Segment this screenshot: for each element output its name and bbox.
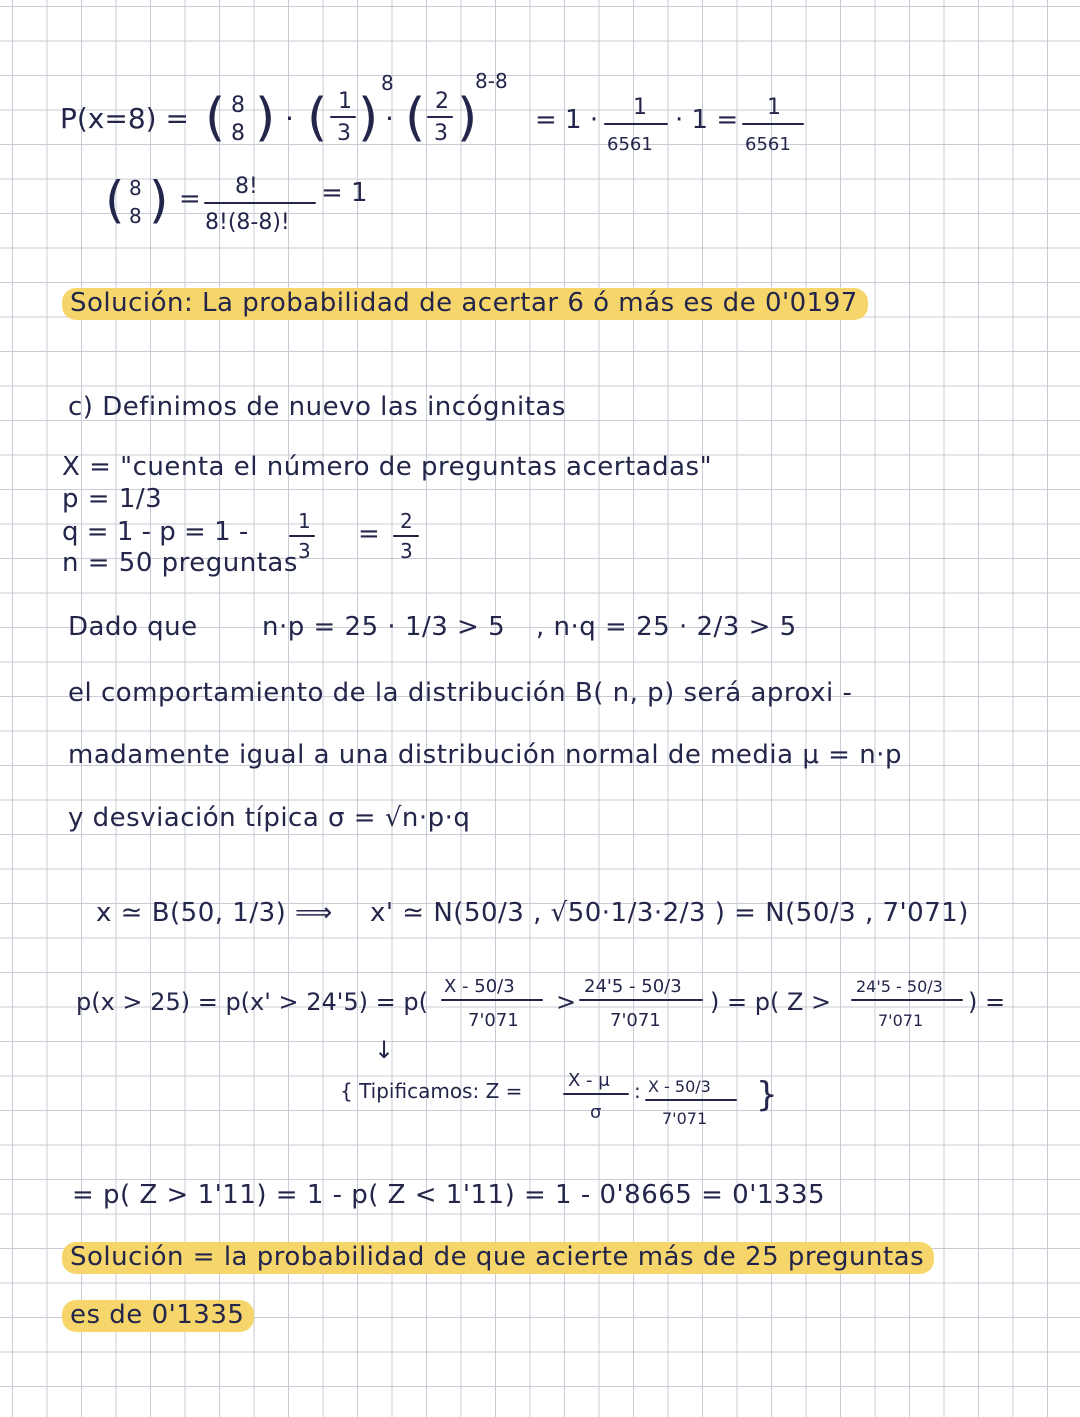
solution-c-1-highlight: Solución = la probabilidad de que acierte más de 25 preguntas (62, 1242, 934, 1274)
prob-eq: ) = p( Z > (710, 988, 832, 1016)
dot-2: · (385, 102, 394, 135)
prob-frac1-num: X - 50/3 (444, 976, 515, 997)
frac-1-3-den: 3 (337, 121, 351, 146)
solution-b-highlight: Solución: La probabilidad de acertar 6 ó más es de 0'0197 (62, 288, 868, 320)
nq-condition: , n·q = 25 · 2/3 > 5 (536, 612, 797, 642)
exp-8: 8 (381, 71, 394, 95)
frac-1-3-num: 1 (338, 89, 352, 114)
tip-close: } (756, 1075, 778, 1115)
part-c-heading: c) Definimos de nuevo las incógnitas (68, 392, 566, 422)
q-frac-den: 3 (298, 539, 311, 563)
frac-mid-den: 6561 (607, 134, 653, 155)
prob-frac1-den: 7'071 (468, 1010, 519, 1031)
p-definition: p = 1/3 (62, 484, 163, 514)
prob-gt: > (556, 988, 577, 1016)
solution-b (62, 288, 868, 318)
paren-close-2: ) (358, 88, 379, 148)
prob-frac2-num: 24'5 - 50/3 (584, 976, 682, 997)
solution-c-1 (62, 1242, 934, 1272)
frac-2-3-den: 3 (434, 121, 448, 146)
paren-close-4: ) (149, 171, 169, 229)
comb-den: 8!(8-8)! (205, 210, 290, 235)
n-definition: n = 50 preguntas (62, 548, 298, 578)
line-madamente: madamente igual a una distribución normal de media μ = n·p (68, 740, 902, 770)
tip-colon: : (634, 1079, 641, 1103)
comb-num: 8! (235, 174, 258, 199)
binom-bottom: 8 (231, 121, 245, 146)
frac-res-den: 6561 (745, 134, 791, 155)
x-definition: X = "cuenta el número de preguntas acertadas" (62, 452, 713, 482)
q-res-den: 3 (400, 539, 413, 563)
frac-2-3-num: 2 (435, 89, 449, 114)
tip-frac1-num: X - μ (568, 1070, 610, 1091)
line-comportamiento: el comportamiento de la distribución B( n, p) será aproxi - (68, 678, 853, 708)
q-frac-num: 1 (298, 509, 311, 533)
binom-top: 8 (231, 93, 245, 118)
tipificamos-text: { Tipificamos: Z = (340, 1079, 523, 1103)
comb-eq: = (179, 184, 201, 214)
frac-res-num: 1 (767, 95, 781, 120)
prob-end: ) = (968, 988, 1006, 1016)
tip-frac1-den: σ (590, 1102, 602, 1123)
tip-frac2-den: 7'071 (662, 1109, 708, 1128)
paren-close-3: ) (457, 88, 478, 148)
comb-bottom: 8 (129, 204, 142, 228)
exp-8-8: 8-8 (475, 69, 508, 93)
prob-lhs: p(x > 25) = p(x' > 24'5) = p( (76, 988, 428, 1016)
prob-frac3-den: 7'071 (878, 1011, 924, 1030)
tip-frac2-num: X - 50/3 (648, 1077, 711, 1096)
approx-binomial: x ≃ B(50, 1/3) ⟹ (96, 898, 333, 928)
solution-c-2 (62, 1300, 254, 1330)
paren-open-3: ( (405, 88, 426, 148)
q-definition: q = 1 - p = 1 - (62, 517, 249, 547)
q-eq: = (358, 519, 380, 549)
prob-frac3-num: 24'5 - 50/3 (856, 977, 943, 996)
result-line: = p( Z > 1'11) = 1 - p( Z < 1'11) = 1 - 0'8665 = 0'1335 (72, 1180, 826, 1210)
np-condition: n·p = 25 · 1/3 > 5 (262, 612, 506, 642)
frac-mid-num: 1 (633, 95, 647, 120)
eq1-mid: = 1 · (535, 105, 599, 135)
comb-res: = 1 (321, 178, 368, 208)
paren-open-2: ( (307, 88, 328, 148)
paren-close-1: ) (255, 88, 276, 148)
comb-top: 8 (129, 176, 142, 200)
equation-p-x-8 (55, 60, 875, 170)
equation-combination (105, 165, 425, 245)
paren-open-4: ( (105, 171, 125, 229)
eq1-times: · 1 = (675, 105, 739, 135)
line-desviacion: y desviación típica σ = √n·p·q (68, 803, 471, 833)
paren-open-1: ( (205, 88, 226, 148)
probability-line (72, 968, 1032, 1048)
eq1-lhs: P(x=8) = (60, 102, 189, 135)
arrow-down: ↓ (374, 1036, 395, 1064)
prob-frac2-den: 7'071 (610, 1010, 661, 1031)
tipificamos-block (336, 1062, 806, 1148)
dado-que: Dado que (68, 612, 198, 642)
dot-1: · (285, 102, 294, 135)
q-res-num: 2 (400, 509, 413, 533)
approx-normal: x' ≃ N(50/3 , √50·1/3·2/3 ) = N(50/3 , 7'071) (370, 898, 969, 928)
solution-c-2-highlight: es de 0'1335 (62, 1300, 254, 1332)
